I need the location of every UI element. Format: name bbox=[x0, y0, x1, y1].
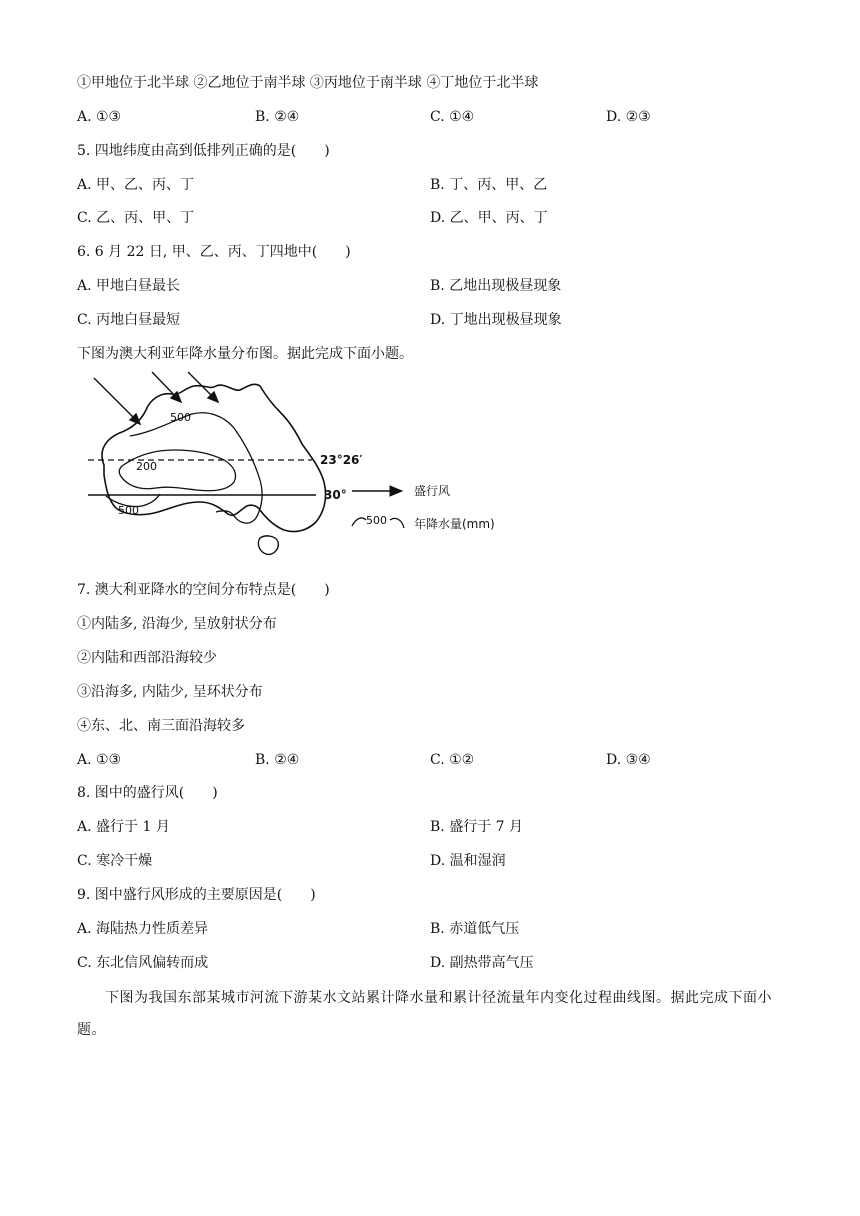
q7-statement-1: ①内陆多, 沿海少, 呈放射状分布 bbox=[77, 616, 277, 632]
q7-statement-2: ②内陆和西部沿海较少 bbox=[77, 650, 217, 666]
q7-option-b[interactable]: B. ②④ bbox=[255, 752, 300, 768]
q8-option-c[interactable]: C. 寒冷干燥 bbox=[77, 853, 153, 869]
q6-option-a[interactable]: A. 甲地白昼最长 bbox=[77, 278, 181, 294]
q4-option-c[interactable]: C. ①④ bbox=[430, 109, 475, 125]
final-intro-paragraph: 下图为我国东部某城市河流下游某水文站累计降水量和累计径流量年内变化过程曲线图。据此完成下面小题。 bbox=[77, 990, 772, 1038]
wind-arrow-1 bbox=[94, 378, 138, 422]
legend-isohyet-value: 500 bbox=[366, 514, 387, 527]
q4-option-a[interactable]: A. ①③ bbox=[77, 109, 122, 125]
q7-option-d[interactable]: D. ③④ bbox=[606, 752, 651, 768]
q5-option-c[interactable]: C. 乙、丙、甲、丁 bbox=[77, 210, 195, 226]
q7-option-c[interactable]: C. ①② bbox=[430, 752, 475, 768]
q9-option-d[interactable]: D. 副热带高气压 bbox=[430, 955, 534, 971]
legend-isohyet-label: 年降水量(mm) bbox=[414, 517, 495, 531]
q8-option-d[interactable]: D. 温和湿润 bbox=[430, 853, 506, 869]
q6-option-b[interactable]: B. 乙地出现极昼现象 bbox=[430, 278, 562, 294]
australia-precipitation-map bbox=[84, 370, 504, 565]
label-500-north: 500 bbox=[170, 411, 191, 424]
label-500-south: 500 bbox=[118, 504, 139, 517]
q9-option-b[interactable]: B. 赤道低气压 bbox=[430, 921, 520, 937]
q5-option-b[interactable]: B. 丁、丙、甲、乙 bbox=[430, 177, 548, 193]
label-tropic: 23°26′ bbox=[320, 453, 363, 467]
q8-option-b[interactable]: B. 盛行于 7 月 bbox=[430, 819, 523, 835]
q8-stem: 8. 图中的盛行风( ) bbox=[77, 785, 218, 801]
label-30-degrees: 30° bbox=[324, 488, 347, 502]
q4-statements: ①甲地位于北半球 ②乙地位于南半球 ③丙地位于南半球 ④丁地位于北半球 bbox=[77, 75, 539, 91]
q5-stem: 5. 四地纬度由高到低排列正确的是( ) bbox=[77, 143, 330, 159]
q4-option-d[interactable]: D. ②③ bbox=[606, 109, 651, 125]
q7-stem: 7. 澳大利亚降水的空间分布特点是( ) bbox=[77, 582, 330, 598]
q5-option-d[interactable]: D. 乙、甲、丙、丁 bbox=[430, 210, 548, 226]
q7-option-a[interactable]: A. ①③ bbox=[77, 752, 122, 768]
q7-statement-4: ④东、北、南三面沿海较多 bbox=[77, 718, 245, 734]
q9-stem: 9. 图中盛行风形成的主要原因是( ) bbox=[77, 887, 316, 903]
q6-option-c[interactable]: C. 丙地白昼最短 bbox=[77, 312, 181, 328]
legend-wind bbox=[352, 486, 402, 496]
legend-wind-arrowhead bbox=[390, 486, 402, 496]
q5-option-a[interactable]: A. 甲、乙、丙、丁 bbox=[77, 177, 195, 193]
legend-isohyet-line bbox=[352, 518, 366, 526]
tasmania-outline bbox=[258, 536, 278, 554]
q8-option-a[interactable]: A. 盛行于 1 月 bbox=[77, 819, 170, 835]
q6-stem: 6. 6 月 22 日, 甲、乙、丙、丁四地中( ) bbox=[77, 244, 351, 260]
q9-option-a[interactable]: A. 海陆热力性质差异 bbox=[77, 921, 209, 937]
label-200: 200 bbox=[136, 460, 157, 473]
map-intro: 下图为澳大利亚年降水量分布图。据此完成下面小题。 bbox=[77, 346, 413, 362]
q9-option-c[interactable]: C. 东北信风偏转而成 bbox=[77, 955, 209, 971]
q7-statement-3: ③沿海多, 内陆少, 呈环状分布 bbox=[77, 684, 263, 700]
q4-option-b[interactable]: B. ②④ bbox=[255, 109, 300, 125]
legend-wind-label: 盛行风 bbox=[414, 484, 451, 498]
q6-option-d[interactable]: D. 丁地出现极昼现象 bbox=[430, 312, 562, 328]
legend-isohyet-line-right bbox=[390, 518, 404, 528]
